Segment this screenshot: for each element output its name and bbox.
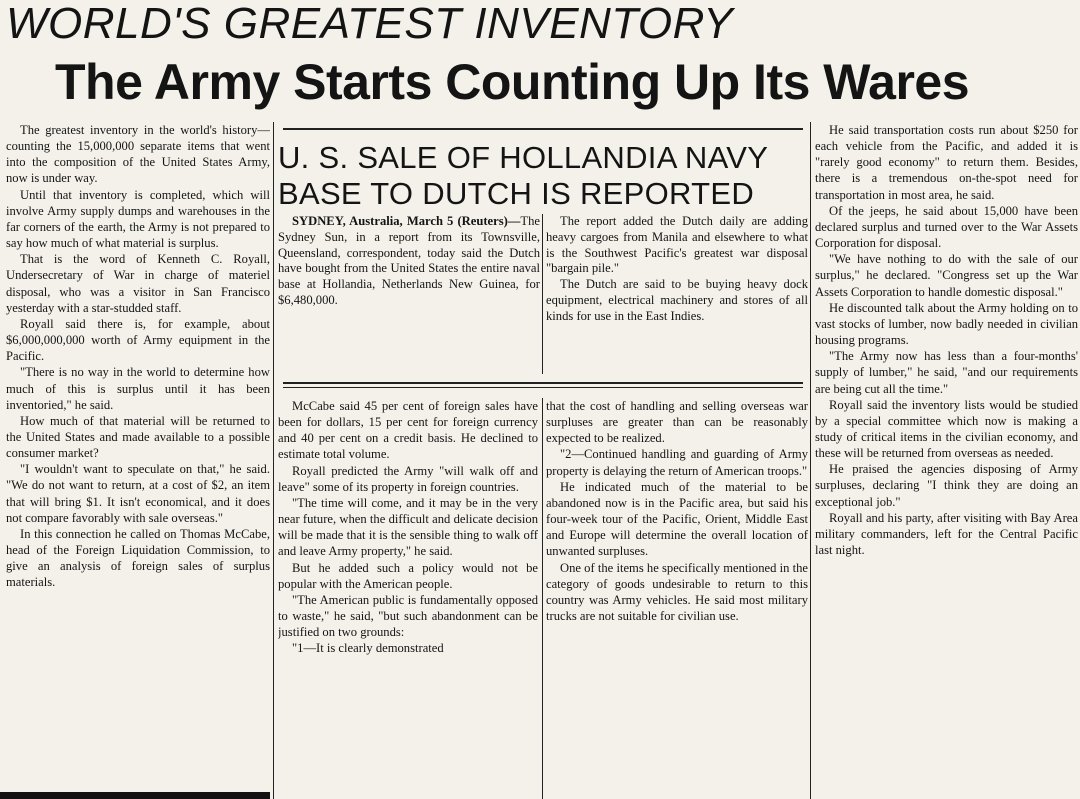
column-rule xyxy=(810,122,811,799)
box-bottom-rule-2 xyxy=(283,387,803,388)
paragraph: Until that inventory is completed, which will involve Army supply dumps and warehouses in the far corners of the earth, the Army is not prepared to say how much of what material is surplus. xyxy=(6,187,270,251)
dateline: SYDNEY, Australia, March 5 (Reuters)— xyxy=(292,214,521,228)
kicker-headline: WORLD'S GREATEST INVENTORY xyxy=(6,0,734,48)
column-rule xyxy=(542,214,543,374)
paragraph: He indicated much of the material to be abandoned now is in the Pacific area, but said his four-week tour of the Pacific, Orient, Middle East and Europe will determine the overall location of unwanted surpluses. xyxy=(546,479,808,559)
paragraph: "2—Continued handling and guarding of Army property is delaying the return of American troops." xyxy=(546,447,808,478)
article-column-4 xyxy=(815,122,1078,787)
paragraph: He said transportation costs run about $250 for each vehicle from the Pacific, and added it is "rarely good economy" to return them. Besides, there is a tremendous on-the-spot need for transportation in most area, he said. xyxy=(815,123,1078,202)
paragraph: McCabe said 45 per cent of foreign sales have been for dollars, 15 per cent for foreign currency and 40 per cent on a credit basis. He declined to estimate total volume. xyxy=(278,399,538,462)
paragraph: But he added such a policy would not be popular with the American people. xyxy=(278,560,538,591)
paragraph: He discounted talk about the Army holding on to vast stocks of lumber, now badly needed in civilian housing programs. xyxy=(815,300,1078,348)
column-rule xyxy=(542,398,543,799)
paragraph: That is the word of Kenneth C. Royall, Undersecretary of War in charge of materiel disposal, who was a visitor in San Francisco yesterday with a star-studded staff. xyxy=(6,252,270,315)
box-top-rule xyxy=(283,128,803,130)
paragraph-text: The Sydney Sun, in a report from its Townsville, Queensland, correspondent, today said the Dutch have bought from the United States the entire naval base at Hollandia, Netherlands New Guinea, for $6,480,000. xyxy=(278,214,540,307)
main-headline: The Army Starts Counting Up Its Wares xyxy=(55,54,970,110)
paragraph: "The Army now has less than a four-months' supply of lumber," he said, "and our requirements are being cut all the time." xyxy=(815,349,1078,396)
paragraph: Royall and his party, after visiting with Bay Area military commanders, left for the Central Pacific last night. xyxy=(815,510,1078,558)
box-bottom-rule xyxy=(283,382,803,384)
paragraph: Royall said the inventory lists would be studied by a special committee which now is making a study of critical items in the civilian economy, and these will be returned from overseas as needed. xyxy=(815,397,1078,461)
sidebar-story-column-left xyxy=(278,214,540,374)
paragraph: He praised the agencies disposing of Army surpluses, declaring "I think they are doing an exceptional job." xyxy=(815,462,1078,509)
paragraph: "The American public is fundamentally opposed to waste," he said, "but such abandonment can be justified on two grounds: xyxy=(278,592,538,640)
paragraph: How much of that material will be returned to the United States and made available to a possible consumer market? xyxy=(6,413,270,461)
column-rule xyxy=(273,122,274,799)
article-column-3 xyxy=(546,398,808,793)
article-column-2 xyxy=(278,398,538,793)
paragraph: "1—It is clearly demonstrated xyxy=(292,641,444,656)
paragraph: The greatest inventory in the world's history—counting the 15,000,000 separate items that went into the composition of the United States Army, now is under way. xyxy=(6,123,270,186)
paragraph: "The time will come, and it may be in the very near future, when the difficult and delicate decision will be made that it is the sensible thing to walk off and leave Army property," he said. xyxy=(278,495,538,559)
sidebar-story-column-right xyxy=(546,214,808,374)
paragraph xyxy=(278,214,540,309)
paragraph: "I wouldn't want to speculate on that," he said. "We do not want to return, at a cost of $2, an item that will bring $1. It isn't economical, and it does not compare favorably with sale overseas." xyxy=(6,462,270,525)
paragraph: "There is no way in the world to determine how much of this is surplus until it has been inventoried," he said. xyxy=(6,365,270,412)
paragraph: Royall said there is, for example, about $6,000,000,000 worth of Army equipment in the Pacific. xyxy=(6,316,270,364)
bottom-edge-bar xyxy=(0,792,270,799)
paragraph: Of the jeeps, he said about 15,000 have been declared surplus and turned over to the War Assets Corporation for disposal. xyxy=(815,203,1078,251)
paragraph: Royall predicted the Army "will walk off and leave" some of its property in foreign countries. xyxy=(278,463,538,494)
paragraph: The Dutch are said to be buying heavy dock equipment, electrical machinery and stores of all kinds for use in the East Indies. xyxy=(546,277,808,323)
paragraph: In this connection he called on Thomas McCabe, head of the Foreign Liquidation Commission, to give an analysis of foreign sales of surplus materials. xyxy=(6,526,270,590)
paragraph: The report added the Dutch daily are adding heavy cargoes from Manila and elsewhere to what is the Southwest Pacific's greatest war disposal "bargain pile." xyxy=(546,214,808,276)
article-column-1 xyxy=(6,122,270,787)
paragraph: that the cost of handling and selling overseas war surpluses are greater than can be reasonably expected to be realized. xyxy=(546,399,808,446)
sidebar-story-headline: U. S. SALE OF HOLLANDIA NAVY BASE TO DUTCH IS REPORTED xyxy=(278,140,768,211)
paragraph: One of the items he specifically mentioned in the category of goods undesirable to return to this country was Army vehicles. He said most military trucks are not suitable for civilian use. xyxy=(546,560,808,624)
paragraph: "We have nothing to do with the sale of our surplus," he declared. "Congress set up the War Assets Corporation to handle domestic disposal." xyxy=(815,252,1078,299)
